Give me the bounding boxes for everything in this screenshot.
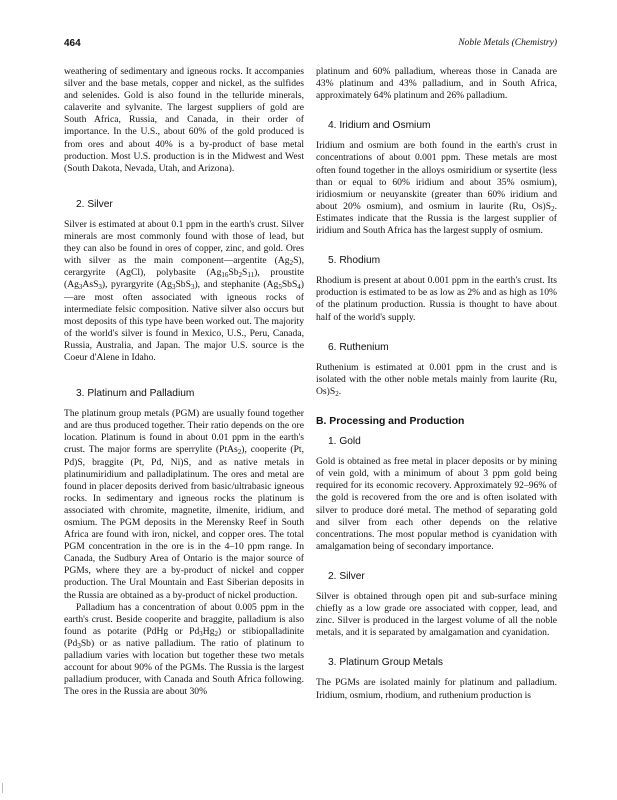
paragraph-iridium-osmium: Iridium and osmium are both found in the earth's crust in concentrations of about 0.001 ppm. These metals are most often found together in the alloys osmiridium or sysertite (less than or equal to 60% iridium and about 35% osmium), iridiosmium or neuyanskite (greater than 60% iridium and about 20% osmium), and osmium in laurite (Ru, $Os)S_2$. Estimates indicate that the Russia is the largest supplier of iridium and South Africa has the largest supply of osmium.	[316, 140, 557, 237]
heading-rhodium: 5. Rhodium	[328, 255, 381, 267]
paragraph-platinum-group: The platinum group metals (PGM) are usually found together and are thus produced together. Their ratio depends on the ore location. Platinum is found in about 0.01 ppm in the earth's crust. The major forms are sperrylite (PtAs$_2$), cooperite (Pt, Pd)S, braggite (Pt, Pd, Ni)S, and as native metals in platinumiridium and palladiplatinum. The ores and metal are found in placer deposits derived from basic/ultrabasic igneous rocks. In sedimentary and igneous rocks the platinum is associated with chromite, magnetite, ilmenite, iridium, and osmium. The PGM deposits in the Merensky Reef in South Africa are found with iron, nickel, and copper ores. The total PGM concentration in the ore is in the 4–10 ppm range. In Canada, the Sudbury Area of Ontario is the major source of PGMs, where they are a by-product of nickel and copper production. The Ural Mountain and East Siberian deposits in the Russia are obtained as a by-product of nickel production.	[64, 408, 304, 601]
scan-margin-mark	[2, 783, 3, 793]
left-column	[64, 66, 304, 698]
paragraph-ruthenium: Ruthenium is estimated at 0.001 ppm in the crust and is isolated with the other noble metals mainly from laurite (Ru, $Os)S_2$.	[316, 361, 557, 398]
paragraph-palladium: Palladium has a concentration of about 0.005 ppm in the earth's crust. Beside cooperite and braggite, palladium is also found as potarite (PdHg or $Pd_3Hg_2$) or stibiopalladinite $(Pd_3Sb)$ or as native palladium. The ratio of platinum to palladium varies with location but together these two metals account for about 90% of the PGMs. The Russia is the largest palladium producer, with Canada and South Africa following. The ores in the Russia are about 30%	[64, 601, 304, 698]
running-head: Noble Metals (Chemistry)	[458, 38, 557, 48]
heading-platinum-group-metals: 3. Platinum Group Metals	[328, 657, 443, 669]
paragraph-gold-processing: Gold is obtained as free metal in placer deposits or by mining of vein gold, with a minimum of about 3 ppm gold being required for its economic recovery. Approximately 92–96% of the gold is recovered from the ore and is often isolated with silver to produce doré metal. The method of separating gold and silver from each other depends on the relative concentrations. The most popular method is cyanidation with amalgamation being of secondary importance.	[316, 456, 557, 552]
right-column	[316, 66, 557, 702]
heading-platinum-palladium: 3. Platinum and Palladium	[76, 388, 195, 400]
heading-ruthenium: 6. Ruthenium	[328, 341, 389, 353]
paragraph-pgm-processing: The PGMs are isolated mainly for platinum and palladium. Iridium, osmium, rhodium, and ruthenium production is	[316, 677, 557, 701]
paragraph-gold-occurrence: weathering of sedimentary and igneous rocks. It accompanies silver and the base metals, copper and nickel, as the sulfides and selenides. Gold is also found in the telluride minerals, calaverite and sylvanite. The largest suppliers of gold are South Africa, Russia, and Canada, in their order of importance. In the U.S., about 60% of the gold produced is from ores and about 40% is a by-product of base metal production. Most U.S. production is in the Midwest and West (South Dakota, Nevada, Utah, and Arizona).	[64, 66, 304, 174]
paragraph-silver: Silver is estimated at about 0.1 ppm in the earth's crust. Silver minerals are most commonly found with those of lead, but they can also be found in ores of copper, zinc, and gold. Ores with silver as the main component—argentite $(Ag_2S)$, cerargyrite (AgCl), polybasite $(Ag_{16}Sb_2S_{11})$, proustite $(Ag_3AsS_3)$, pyrargyrite $(Ag_3SbS_3)$, and stephanite $(Ag_5SbS_4)—are$ most often associated with igneous rocks of intermediate felsic composition. Native silver also occurs but most deposits of this type have been worked out. The majority of the world's silver is found in Mexico, U.S., Peru, Canada, Russia, Australia, and Japan. The major U.S. source is the Coeur d'Alene in Idaho.	[64, 218, 304, 363]
paragraph-rhodium: Rhodium is present at about 0.001 ppm in the earth's crust. Its production is estimated to be as low as 2% and as high as 10% of the platinum production. Russia is thought to have about half of the world's supply.	[316, 275, 557, 323]
heading-gold: 1. Gold	[328, 436, 361, 448]
page-header	[64, 38, 557, 54]
heading-silver-processing: 2. Silver	[328, 570, 365, 582]
paragraph-palladium-continued: platinum and 60% palladium, whereas those in Canada are 43% platinum and 43% palladium, and in South Africa, approximately 64% platinum and 26% palladium.	[316, 66, 557, 102]
heading-silver: 2. Silver	[76, 198, 113, 210]
heading-iridium-osmium: 4. Iridium and Osmium	[328, 120, 431, 132]
heading-processing-production: B. Processing and Production	[316, 415, 465, 427]
page-number: 464	[64, 38, 81, 49]
paragraph-silver-processing: Silver is obtained through open pit and sub-surface mining chiefly as a low grade ore associated with copper, lead, and zinc. Silver is produced in the largest volume of all the noble metals, and it is separated by amalgamation and cyanidation.	[316, 591, 557, 639]
